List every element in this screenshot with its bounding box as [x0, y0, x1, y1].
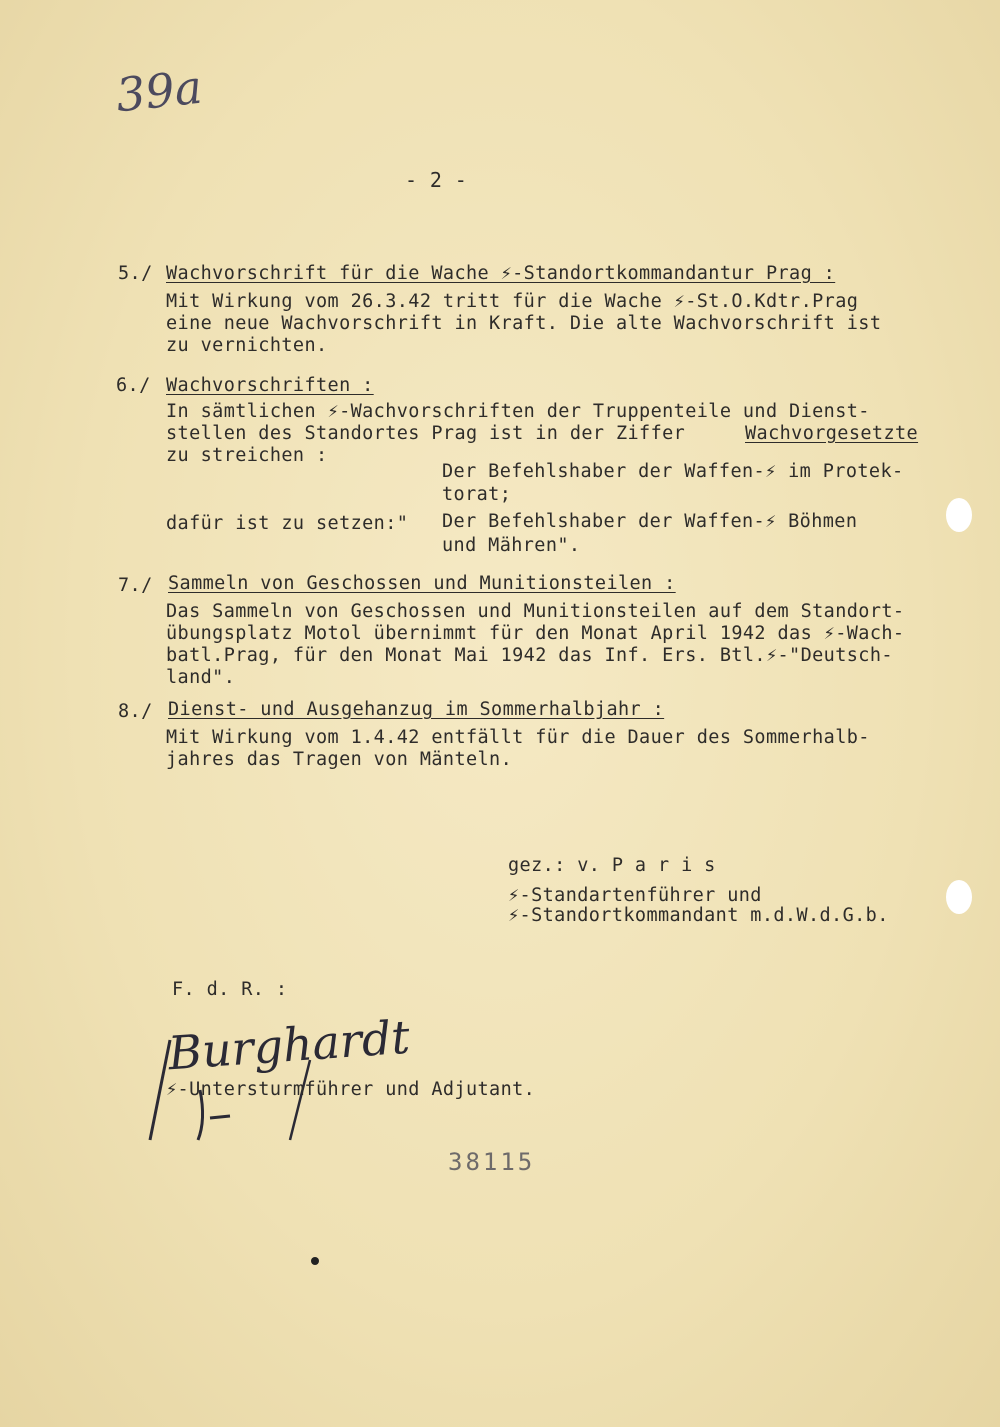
section-7-heading: Sammeln von Geschossen und Munitionsteilen : — [168, 573, 676, 594]
adjutant-rank: ⚡-Untersturmführer und Adjutant. — [166, 1079, 536, 1100]
handwritten-signature: Burghardt — [166, 1009, 412, 1081]
signer-rank: ⚡-Standartenführer und — [508, 885, 762, 906]
section-7-line: batl.Prag, für den Monat Mai 1942 das Inf. Ers. Btl.⚡-"Deutsch- — [166, 645, 893, 666]
section-6-strike-text: torat; — [442, 484, 512, 505]
certification-label: F. d. R. : — [172, 979, 288, 1000]
section-6-replace-intro: dafür ist zu setzen:" — [166, 513, 409, 534]
section-5-line: zu vernichten. — [166, 335, 328, 356]
punch-hole-top — [946, 498, 972, 532]
punch-hole-bottom — [946, 880, 972, 914]
section-7-line: land". — [166, 667, 236, 688]
section-8-line: jahres das Tragen von Mänteln. — [166, 749, 513, 770]
page-number: - 2 - — [405, 168, 468, 192]
section-8-heading: Dienst- und Ausgehanzug im Sommerhalbjahr : — [168, 699, 665, 720]
section-5-number: 5./ — [118, 263, 153, 284]
section-6-replace-text: Der Befehlshaber der Waffen-⚡ Böhmen — [442, 511, 858, 532]
ink-dot — [311, 1257, 319, 1265]
section-6-line: zu streichen : — [166, 445, 328, 466]
section-7-number: 7./ — [118, 575, 153, 596]
archive-mark: 39a — [113, 59, 205, 123]
section-8-number: 8./ — [118, 701, 153, 722]
section-6-replace-text: und Mähren". — [442, 535, 581, 556]
section-6-line: stellen des Standortes Prag ist in der Ziffer — [166, 423, 686, 444]
signer-position: ⚡-Standortkommandant m.d.W.d.G.b. — [508, 905, 889, 926]
section-6-number: 6./ — [116, 375, 151, 396]
signed-by: gez.: v. P a r i s — [508, 855, 716, 876]
signature-flourish — [140, 1000, 320, 1150]
section-5-line: Mit Wirkung vom 26.3.42 tritt für die Wache ⚡-St.O.Kdtr.Prag — [166, 291, 859, 312]
section-6-heading: Wachvorschriften : — [166, 375, 374, 396]
section-8-line: Mit Wirkung vom 1.4.42 entfällt für die Dauer des Sommerhalb- — [166, 727, 870, 748]
section-7-line: Das Sammeln von Geschossen und Munitionsteilen auf dem Standort- — [166, 601, 905, 622]
section-5-line: eine neue Wachvorschrift in Kraft. Die alte Wachvorschrift ist — [166, 313, 882, 334]
section-6-strike-text: Der Befehlshaber der Waffen-⚡ im Protek- — [442, 461, 904, 482]
section-5-heading: Wachvorschrift für die Wache ⚡-Standortkommandantur Prag : — [166, 263, 836, 284]
section-6-line: In sämtlichen ⚡-Wachvorschriften der Truppenteile und Dienst- — [166, 401, 870, 422]
section-7-line: übungsplatz Motol übernimmt für den Monat April 1942 das ⚡-Wach- — [166, 623, 905, 644]
section-6-ziffer-term: Wachvorgesetzte — [745, 423, 919, 444]
archive-stamp-number: 38115 — [448, 1148, 536, 1176]
